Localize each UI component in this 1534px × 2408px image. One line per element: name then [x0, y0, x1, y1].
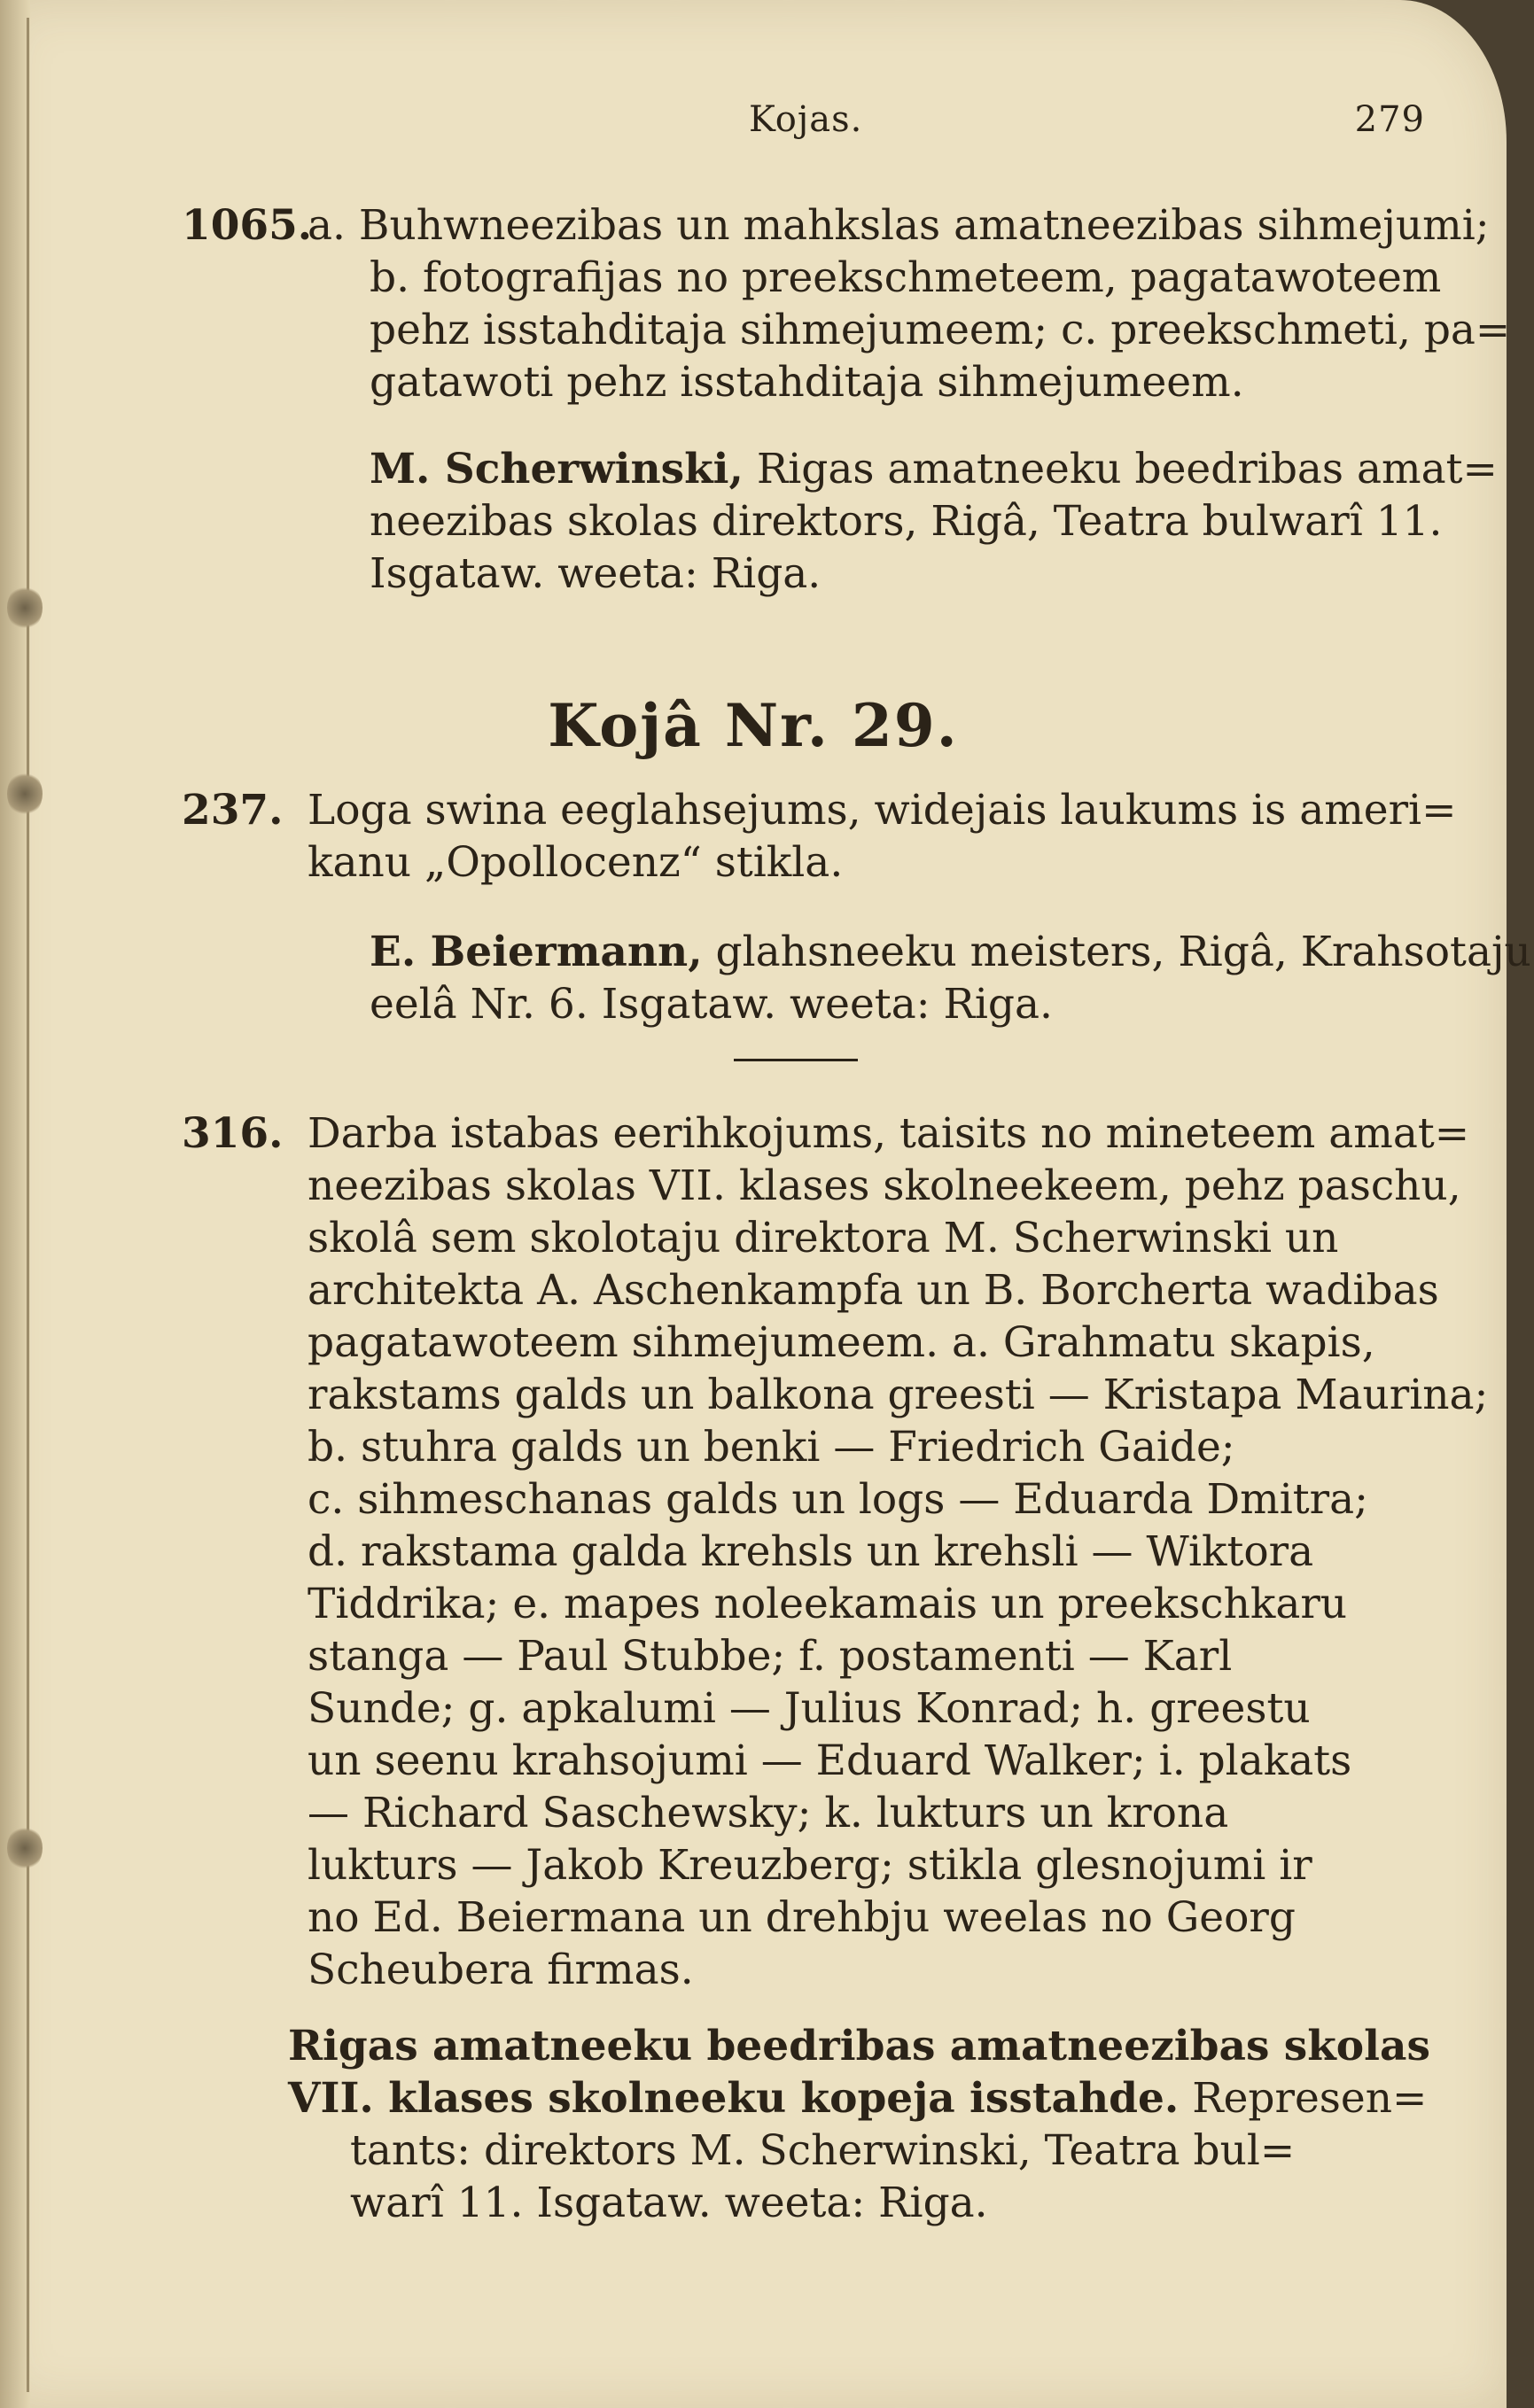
entry-number: 1065. [182, 201, 313, 250]
entry-text-line: gatawoti pehz isstahditaja sihmejumeem. [370, 358, 1244, 407]
exhibitor-group-name: Rigas amatneeku beedribas amatneezibas skolas [288, 2022, 1430, 2070]
entry-number: 237. [182, 786, 284, 835]
exhibitor-group-name: VII. klases skolneeku kopeja isstahde. [288, 2074, 1180, 2123]
entry-text-line: Scheubera firmas. [308, 1946, 694, 1994]
exhibitor-text: glahsneeku meisters, Rigâ, Krahsotaju [715, 928, 1531, 976]
gutter-line [27, 18, 29, 2392]
binding-hole [7, 585, 43, 631]
exhibitor-text: Rigas amatneeku beedribas amat= [756, 445, 1498, 493]
exhibitor-name: E. Beiermann, [370, 928, 703, 976]
entry-text-line: kanu „Opollocenz“ stikla. [308, 838, 844, 887]
entry-text-line: un seenu krahsojumi — Eduard Walker; i. plakats [308, 1736, 1352, 1785]
entry-number: 316. [182, 1109, 284, 1158]
entry-text-line: pehz isstahditaja sihmejumeem; c. preekschmeti, pa= [370, 306, 1511, 354]
entry-text-line: c. sihmeschanas galds un logs — Eduarda Dmitra; [308, 1475, 1368, 1524]
entry-text-line: Loga swina eeglahsejums, widejais laukums is ameri= [308, 786, 1457, 835]
entry-text-line: Tiddrika; e. mapes noleekamais un preekschkaru [308, 1580, 1348, 1628]
entry-text-line: no Ed. Beiermana un drehbju weelas no Georg [308, 1893, 1296, 1942]
entry-text-line: Sunde; g. apkalumi — Julius Konrad; h. greestu [308, 1684, 1311, 1733]
page-binding [0, 0, 30, 2408]
entry-text-line: Darba istabas eerihkojums, taisits no mineteem amat= [308, 1109, 1470, 1158]
exhibitor-text: neezibas skolas direktors, Rigâ, Teatra bulwarî 11. [370, 497, 1443, 546]
section-heading: Kojâ Nr. 29. [548, 691, 959, 760]
binding-hole [7, 771, 43, 817]
entry-text-line: — Richard Saschewsky; k. lukturs un krona [308, 1789, 1229, 1837]
entry-text-line: skolâ sem skolotaju direktora M. Scherwinski un [308, 1214, 1339, 1262]
entry-text-line: neezibas skolas VII. klases skolneekeem, pehz paschu, [308, 1161, 1461, 1210]
entry-text-line: lukturs — Jakob Kreuzberg; stikla glesnojumi ir [308, 1841, 1312, 1890]
header-title: Kojas. [749, 99, 863, 140]
exhibitor-text: eelâ Nr. 6. Isgataw. weeta: Riga. [370, 980, 1053, 1029]
entry-text-line: a. Buhwneezibas un mahkslas amatneezibas sihmejumi; [308, 201, 1490, 250]
exhibitor-name: M. Scherwinski, [370, 445, 744, 493]
entry-text-line: rakstams galds un balkona greesti — Kristapa Maurina; [308, 1371, 1489, 1419]
exhibitor-text: Isgataw. weeta: Riga. [370, 549, 822, 598]
page-number: 279 [1354, 99, 1425, 140]
entry-text-line: b. fotografijas no preekschmeteem, pagatawoteem [370, 253, 1442, 302]
entry-text-line: pagatawoteem sihmejumeem. a. Grahmatu skapis, [308, 1318, 1375, 1367]
running-header [0, 99, 1507, 152]
exhibitor-text: warî 11. Isgataw. weeta: Riga. [350, 2179, 988, 2227]
exhibitor-text: tants: direktors M. Scherwinski, Teatra bul= [350, 2126, 1296, 2175]
entry-text-line: d. rakstama galda krehsls un krehsli — Wiktora [308, 1527, 1314, 1576]
exhibitor-text: Represen= [1192, 2074, 1428, 2123]
separator-rule [734, 1059, 858, 1061]
entry-text-line: stanga — Paul Stubbe; f. postamenti — Karl [308, 1632, 1233, 1681]
entry-text-line: architekta A. Aschenkampfa un B. Borcherta wadibas [308, 1266, 1439, 1315]
entry-text-line: b. stuhra galds un benki — Friedrich Gaide; [308, 1423, 1235, 1472]
binding-hole [7, 1825, 43, 1871]
